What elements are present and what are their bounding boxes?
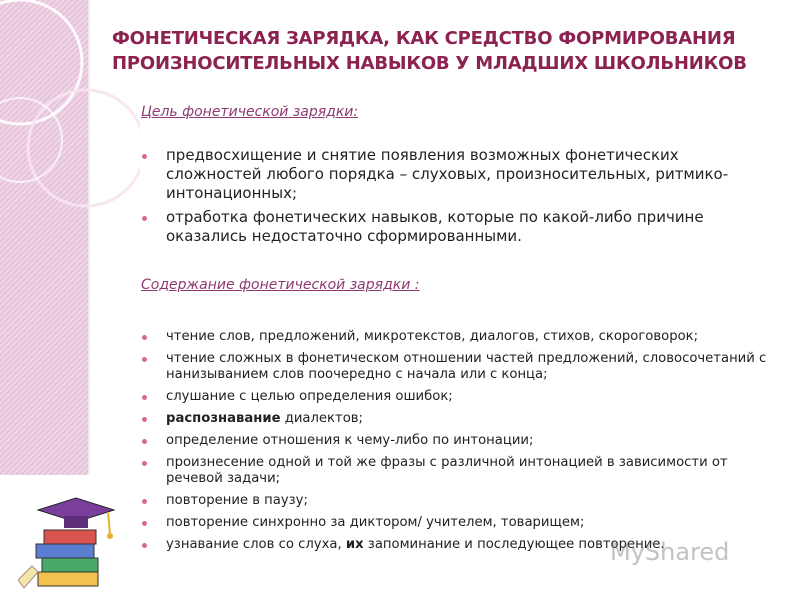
books-graduation-cap-icon bbox=[18, 480, 130, 592]
item-text: узнавание слов со слуха, bbox=[166, 537, 346, 552]
list-item: слушание с целью определения ошибок; bbox=[140, 389, 770, 405]
content-heading: Содержание фонетической зарядки : bbox=[141, 277, 420, 293]
list-item: чтение сложных в фонетическом отношении частей предложений, словосочетаний с нанизыванием слов поочередно с начала или с конца; bbox=[140, 351, 770, 383]
list-item bbox=[140, 411, 770, 427]
list-item: произнесение одной и той же фразы с различной интонацией в зависимости от речевой задачи; bbox=[140, 455, 770, 487]
list-item: определение отношения к чему-либо по интонации; bbox=[140, 433, 770, 449]
bold-word: распознавание bbox=[166, 411, 281, 426]
slide-title bbox=[112, 26, 782, 76]
list-item: предвосхищение и снятие появления возможных фонетических сложностей любого порядка – слуховых, произносительных, ритмико-интонационных; bbox=[140, 146, 770, 203]
list-item: отработка фонетических навыков, которые по какой-либо причине оказались недостаточно сформированными. bbox=[140, 208, 770, 246]
slide-title-line-2: ПРОИЗНОСИТЕЛЬНЫХ НАВЫКОВ У МЛАДШИХ ШКОЛЬНИКОВ bbox=[112, 53, 747, 74]
item-text: диалектов; bbox=[280, 411, 363, 426]
item-text: запоминание и последующее повторение. bbox=[363, 537, 665, 552]
content-list bbox=[140, 329, 770, 559]
goal-heading: Цель фонетической зарядки: bbox=[141, 104, 359, 120]
list-item: чтение слов, предложений, микротекстов, диалогов, стихов, скороговорок; bbox=[140, 329, 770, 345]
list-item: повторение в паузу; bbox=[140, 493, 770, 509]
list-item: повторение синхронно за диктором/ учителем, товарищем; bbox=[140, 515, 770, 531]
watermark-logo: MyShared bbox=[610, 538, 730, 566]
slide-title-line-1: ФОНЕТИЧЕСКАЯ ЗАРЯДКА, КАК СРЕДСТВО ФОРМИРОВАНИЯ bbox=[112, 28, 736, 49]
goal-list bbox=[140, 146, 770, 251]
bold-word: их bbox=[345, 537, 364, 552]
